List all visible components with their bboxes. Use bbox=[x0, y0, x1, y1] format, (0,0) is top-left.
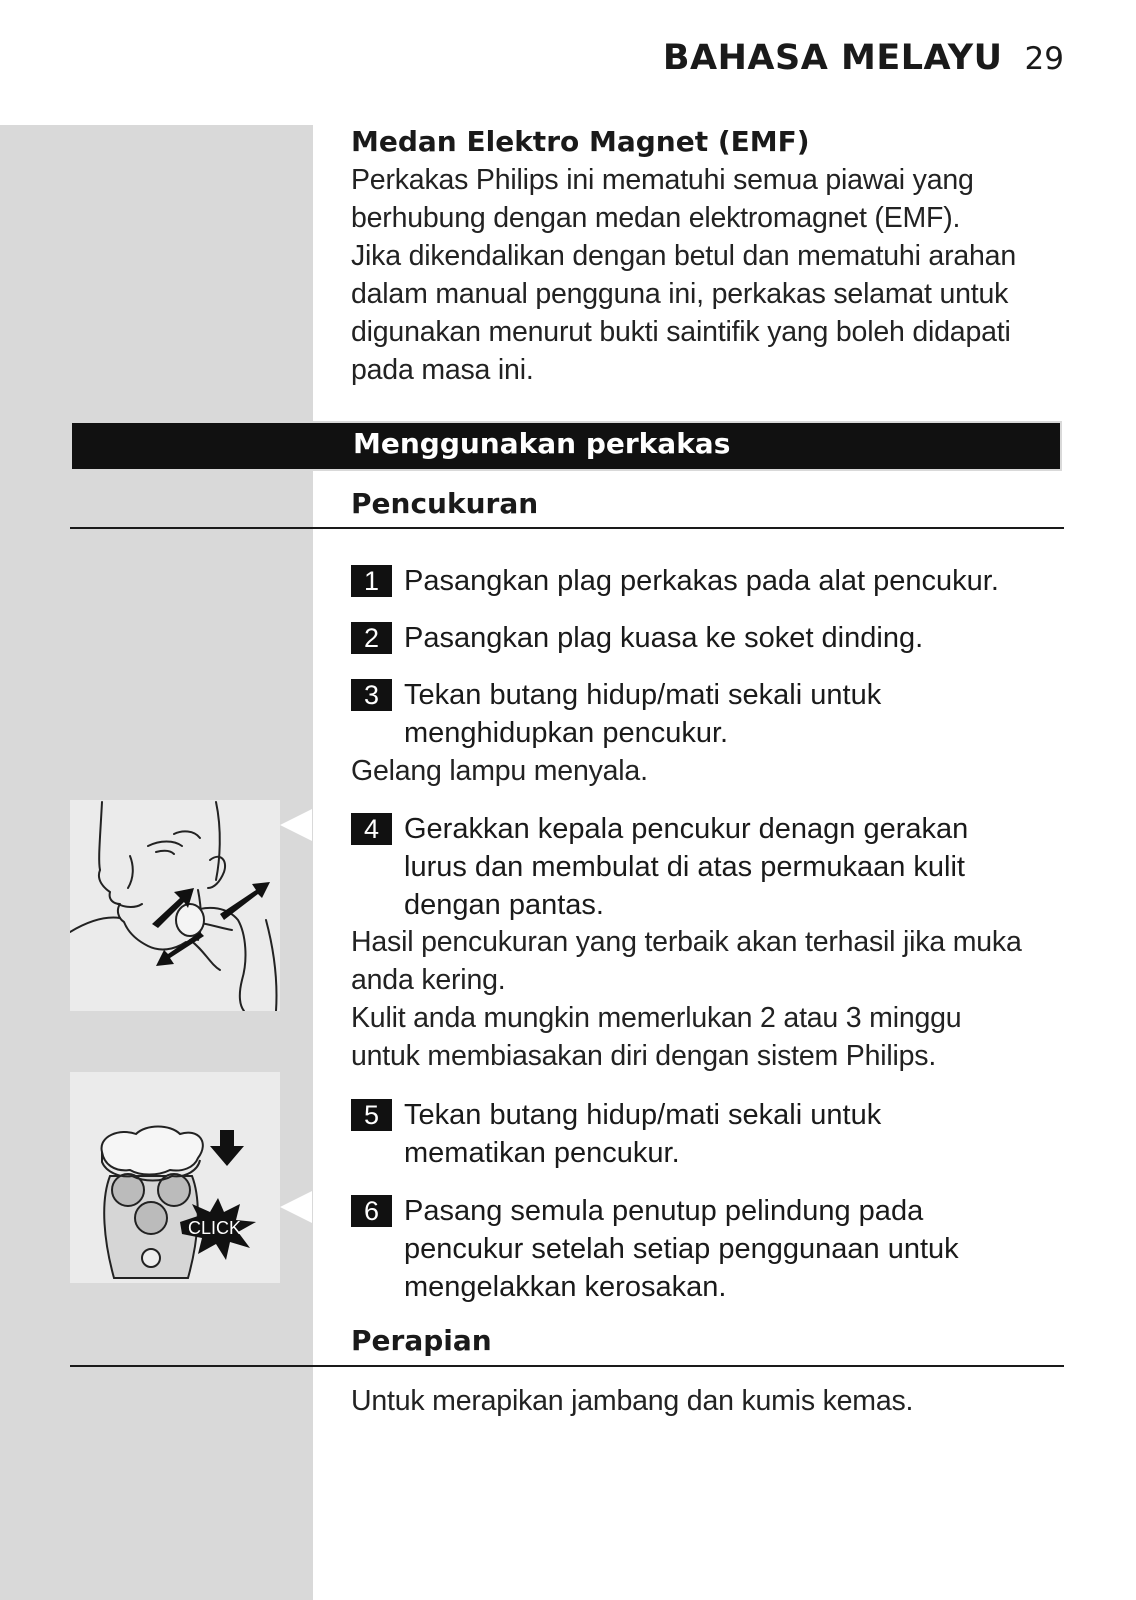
emf-line: digunakan menurut bukti saintifik yang boleh didapati bbox=[351, 316, 1011, 348]
step-1 bbox=[351, 562, 1071, 600]
step-line: Tekan butang hidup/mati sekali untuk bbox=[404, 1099, 882, 1131]
step-number: 3 bbox=[351, 679, 392, 711]
step-line: menghidupkan pencukur. bbox=[404, 717, 729, 749]
step-6 bbox=[351, 1192, 1071, 1306]
step-text bbox=[404, 1096, 1064, 1172]
note-line: anda kering. bbox=[351, 964, 506, 996]
page-header bbox=[663, 38, 1064, 88]
note-line: untuk membiasakan diri dengan sistem Philips. bbox=[351, 1040, 937, 1072]
step-text bbox=[404, 810, 1064, 924]
step-line: pencukur setelah setiap penggunaan untuk bbox=[404, 1233, 959, 1265]
shaver-cap-icon bbox=[70, 1072, 280, 1283]
cap-illustration bbox=[70, 1072, 280, 1283]
section-title-bar bbox=[70, 421, 1062, 471]
step-line: Tekan butang hidup/mati sekali untuk bbox=[404, 679, 882, 711]
illustration-pointer bbox=[280, 1191, 312, 1223]
illustration-pointer bbox=[280, 809, 312, 841]
step-number: 5 bbox=[351, 1099, 392, 1131]
trimming-heading: Perapian bbox=[351, 1324, 492, 1357]
shaving-rule bbox=[70, 527, 1064, 529]
emf-heading: Medan Elektro Magnet (EMF) bbox=[351, 125, 810, 158]
section-title: Menggunakan perkakas bbox=[353, 427, 731, 460]
trimming-rule bbox=[70, 1365, 1064, 1367]
shaving-heading: Pencukuran bbox=[351, 487, 539, 520]
step-number: 6 bbox=[351, 1195, 392, 1227]
step-number: 4 bbox=[351, 813, 392, 845]
page-number: 29 bbox=[1024, 41, 1064, 77]
emf-paragraph bbox=[351, 161, 1071, 389]
shaving-illustration bbox=[70, 800, 280, 1011]
emf-line: berhubung dengan medan elektromagnet (EMF). bbox=[351, 202, 961, 234]
step-line: Pasang semula penutup pelindung pada bbox=[404, 1195, 924, 1227]
step-line: Gerakkan kepala pencukur denagn gerakan bbox=[404, 813, 969, 845]
step-3-note: Gelang lampu menyala. bbox=[351, 755, 648, 787]
step-text bbox=[404, 1192, 1064, 1306]
emf-line: Jika dikendalikan dengan betul dan mematuhi arahan bbox=[351, 240, 1016, 272]
step-line: mengelakkan kerosakan. bbox=[404, 1271, 727, 1303]
emf-line: dalam manual pengguna ini, perkakas selamat untuk bbox=[351, 278, 1009, 310]
step-line: Pasangkan plag perkakas pada alat pencukur. bbox=[404, 565, 999, 597]
step-text bbox=[404, 676, 1064, 752]
note-line: Kulit anda mungkin memerlukan 2 atau 3 minggu bbox=[351, 1002, 962, 1034]
language-title: BAHASA MELAYU bbox=[662, 38, 1003, 78]
step-number: 2 bbox=[351, 622, 392, 654]
trimming-text: Untuk merapikan jambang dan kumis kemas. bbox=[351, 1385, 914, 1417]
emf-line: pada masa ini. bbox=[351, 354, 534, 386]
note-line: Hasil pencukuran yang terbaik akan terhasil jika muka bbox=[351, 926, 1022, 958]
step-4-notes bbox=[351, 923, 1071, 1075]
step-text bbox=[404, 619, 1064, 657]
step-number: 1 bbox=[351, 565, 392, 597]
step-4 bbox=[351, 810, 1071, 924]
man-shaving-icon bbox=[70, 800, 280, 1011]
step-line: Pasangkan plag kuasa ke soket dinding. bbox=[404, 622, 924, 654]
step-3 bbox=[351, 676, 1071, 752]
click-label: CLICK bbox=[188, 1218, 242, 1238]
step-line: lurus dan membulat di atas permukaan kulit bbox=[404, 851, 965, 883]
step-text bbox=[404, 562, 1064, 600]
step-5 bbox=[351, 1096, 1071, 1172]
emf-line: Perkakas Philips ini mematuhi semua piawai yang bbox=[351, 164, 974, 196]
step-line: dengan pantas. bbox=[404, 889, 604, 921]
step-2 bbox=[351, 619, 1071, 657]
step-line: mematikan pencukur. bbox=[404, 1137, 680, 1169]
